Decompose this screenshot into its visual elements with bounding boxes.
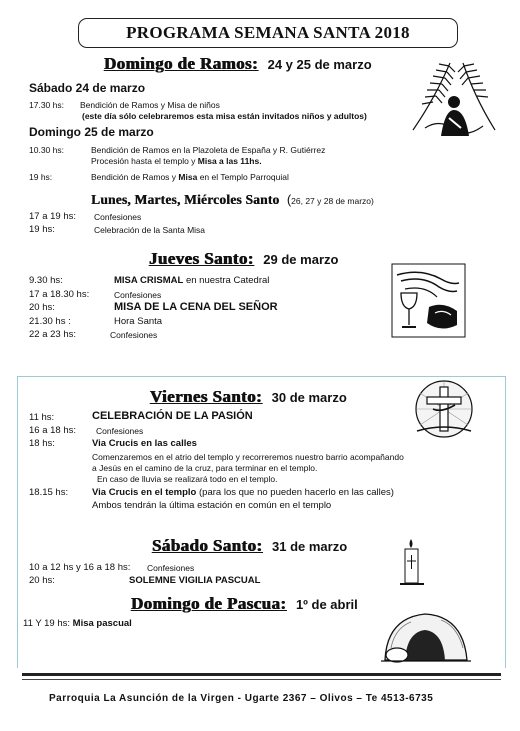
- ramos-l2-bold: Misa: [178, 172, 198, 182]
- empty-tomb-illustration-icon: [381, 608, 471, 666]
- viernes-heading-row: [150, 387, 347, 407]
- sabado-heading: Sábado Santo:: [152, 536, 263, 555]
- viernes-l4-time: 18.15 hs:: [29, 487, 69, 498]
- sabado-24-heading: Sábado 24 de marzo: [29, 81, 146, 95]
- domingo-25-heading: Domingo 25 de marzo: [29, 125, 154, 139]
- pascua-l1-row: [23, 618, 132, 629]
- paschal-candle-icon: [398, 536, 426, 588]
- jueves-l1-bold: MISA CRISMAL: [114, 275, 184, 286]
- ramos-l2-post: en el Templo Parroquial: [197, 172, 289, 182]
- jueves-l5-time: 22 a 23 hs:: [29, 329, 77, 340]
- lunes-dates: 26, 27 y 28 de marzo): [291, 196, 374, 206]
- pascua-l1-time: 11 Y 19 hs:: [23, 618, 71, 629]
- ramos-heading: Domingo de Ramos:: [104, 54, 259, 73]
- ramos-heading-row: [104, 54, 372, 74]
- sabado-date: 31 de marzo: [272, 539, 348, 554]
- viernes-l4-post: (para los que no pueden hacerlo en las calles): [196, 487, 394, 498]
- ramos-sab-time: 17.30 hs:: [29, 100, 64, 110]
- viernes-l3-d3: En caso de lluvia se realizará todo en el templo.: [97, 474, 278, 484]
- jueves-l1-row: [114, 275, 269, 286]
- jueves-date: 29 de marzo: [263, 252, 339, 267]
- jueves-l3-text: MISA DE LA CENA DEL SEÑOR: [114, 301, 278, 313]
- jueves-l3-time: 20 hs:: [29, 302, 55, 313]
- pascua-heading: Domingo de Pascua:: [131, 594, 287, 613]
- jueves-l4-text: Hora Santa: [114, 316, 163, 327]
- pascua-heading-row: [131, 594, 358, 614]
- viernes-l4-row: [92, 487, 394, 498]
- sabado-l2-text: SOLEMNE VIGILIA PASCUAL: [129, 575, 261, 586]
- jueves-l2-time: 17 a 18.30 hs:: [29, 289, 90, 300]
- jueves-heading: Jueves Santo:: [149, 249, 254, 268]
- ramos-l1b-row: [91, 156, 262, 166]
- viernes-l2-time: 16 a 18 hs:: [29, 425, 77, 436]
- viernes-heading: Viernes Santo:: [150, 387, 263, 406]
- lunes-l2-time: 19 hs:: [29, 224, 55, 235]
- chalice-washing-feet-illustration-icon: [391, 263, 466, 338]
- ramos-l1-text: Bendición de Ramos en la Plazoleta de España y R. Gutiérrez: [91, 145, 326, 155]
- footer-rule-thick: [22, 673, 501, 676]
- ramos-sab-text: Bendición de Ramos y Misa de niños: [80, 100, 220, 110]
- viernes-date: 30 de marzo: [271, 390, 347, 405]
- ramos-l2-pre: Bendición de Ramos y: [91, 172, 179, 182]
- palm-branches-illustration-icon: [405, 58, 500, 138]
- lunes-l1-text: Confesiones: [94, 212, 142, 222]
- jueves-l2-text: Confesiones: [114, 290, 162, 300]
- viernes-l3-time: 18 hs:: [29, 438, 55, 449]
- viernes-l3-d1: Comenzaremos en el atrio del templo y recorreremos nuestro barrio acompañando: [92, 452, 404, 462]
- cross-illustration-icon: [413, 379, 475, 439]
- jueves-l5-text: Confesiones: [110, 330, 158, 340]
- sabado-l1-time: 10 a 12 hs y 16 a 18 hs:: [29, 562, 131, 573]
- ramos-date: 24 y 25 de marzo: [267, 57, 372, 72]
- viernes-l4-d1: Ambos tendrán la última estación en común en el templo: [92, 500, 332, 511]
- lunes-l1-time: 17 a 19 hs:: [29, 211, 77, 222]
- pascua-date: 1º de abril: [295, 597, 358, 612]
- lunes-heading-row: [91, 191, 374, 209]
- viernes-l1-text: CELEBRACIÓN DE LA PASIÓN: [92, 410, 253, 422]
- sabado-heading-row: [152, 536, 347, 556]
- ramos-l2-time: 19 hs:: [29, 172, 53, 182]
- viernes-l3-d2: a Jesús en el camino de la cruz, para terminar en el templo.: [92, 463, 318, 473]
- footer-parish-info: Parroquia La Asunción de la Virgen - Ugarte 2367 – Olivos – Te 4513-6735: [49, 693, 434, 704]
- viernes-l1-time: 11 hs:: [29, 412, 55, 423]
- viernes-l3-text: Via Crucis en las calles: [92, 438, 197, 449]
- lunes-paren: (: [286, 192, 292, 207]
- jueves-l1-time: 9.30 hs:: [29, 275, 63, 286]
- sabado-l2-time: 20 hs:: [29, 575, 55, 586]
- ramos-l2-row: [91, 172, 289, 182]
- jueves-l1-post: en nuestra Catedral: [183, 275, 270, 286]
- jueves-heading-row: [149, 249, 338, 269]
- sabado-l1-text: Confesiones: [147, 563, 195, 573]
- viernes-l4-bold: Via Crucis en el templo: [92, 487, 197, 498]
- ramos-l1b-pre: Procesión hasta el templo y: [91, 156, 198, 166]
- title-box: [78, 18, 458, 48]
- pascua-l1-text: Misa pascual: [70, 618, 132, 629]
- jueves-l4-time: 21.30 hs :: [29, 316, 71, 327]
- viernes-l2-text: Confesiones: [96, 426, 144, 436]
- page-title: PROGRAMA SEMANA SANTA 2018: [126, 23, 410, 42]
- ramos-sab-note: (este día sólo celebraremos esta misa están invitados niños y adultos): [82, 111, 367, 121]
- lunes-heading: Lunes, Martes, Miércoles Santo: [91, 192, 280, 207]
- ramos-l1b-bold: Misa a las 11hs.: [197, 156, 262, 166]
- footer-rule-thin: [22, 679, 501, 680]
- lunes-l2-text: Celebración de la Santa Misa: [94, 225, 206, 235]
- ramos-l1-time: 10.30 hs:: [29, 145, 64, 155]
